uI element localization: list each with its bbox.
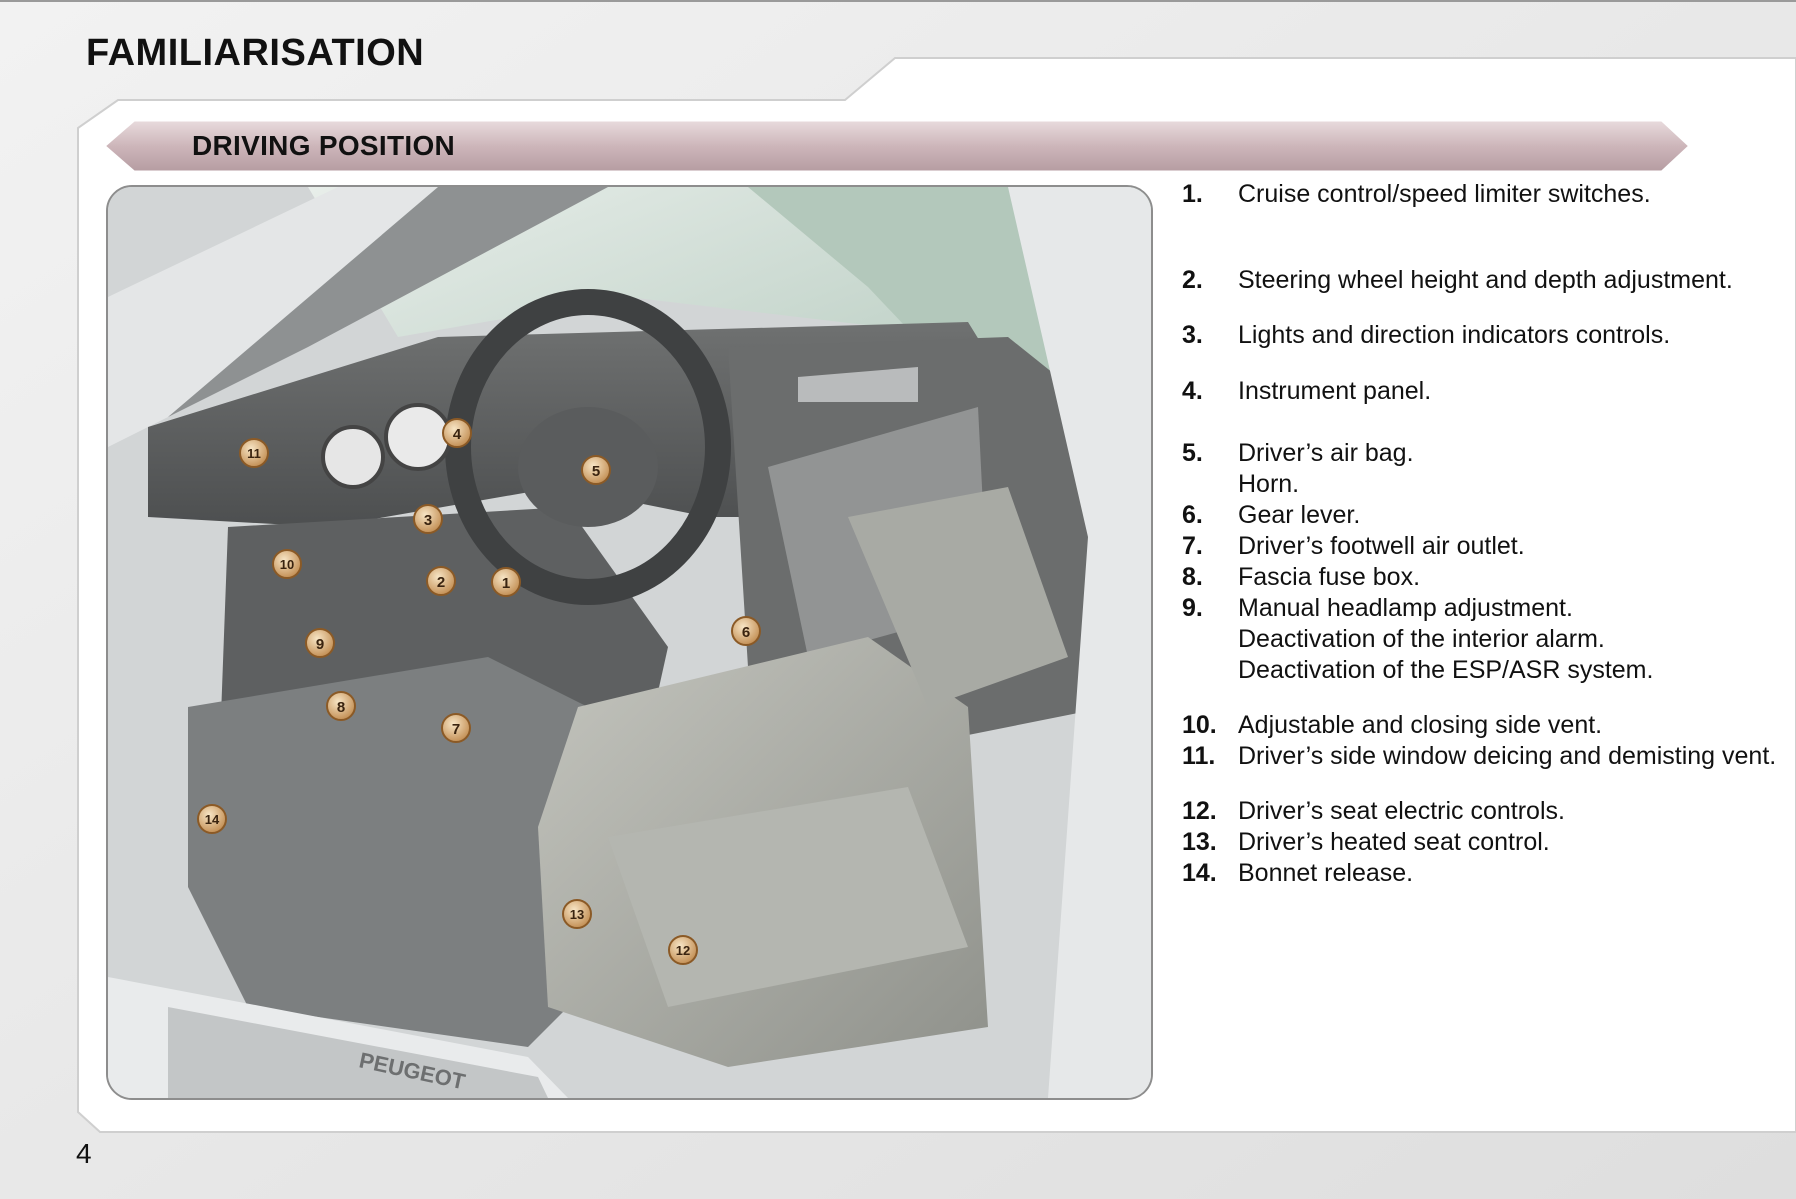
svg-text:5: 5 bbox=[591, 463, 601, 480]
legend-number: 11. bbox=[1182, 742, 1216, 770]
callout-8 bbox=[327, 692, 355, 720]
chapter-title: FAMILIARISATION bbox=[86, 32, 425, 74]
legend-text: Instrument panel. bbox=[1238, 377, 1432, 405]
legend-number: 10. bbox=[1182, 711, 1217, 739]
svg-text:13: 13 bbox=[569, 907, 585, 922]
callout-3 bbox=[414, 505, 442, 533]
legend-number: 5. bbox=[1182, 439, 1203, 467]
legend-number: 4. bbox=[1182, 377, 1203, 405]
callout-7 bbox=[442, 714, 470, 742]
callout-6 bbox=[732, 617, 760, 645]
legend-text: Steering wheel height and depth adjustment. bbox=[1238, 266, 1733, 294]
callout-9 bbox=[306, 629, 334, 657]
legend-text: Deactivation of the interior alarm. bbox=[1238, 625, 1605, 653]
callout-1 bbox=[492, 568, 520, 596]
driving-position-illustration bbox=[106, 185, 1153, 1100]
legend-number: 9. bbox=[1182, 594, 1203, 622]
svg-text:10: 10 bbox=[279, 557, 295, 572]
legend-number: 3. bbox=[1182, 321, 1203, 349]
legend-text: Manual headlamp adjustment. bbox=[1238, 594, 1573, 622]
svg-text:4: 4 bbox=[452, 426, 462, 443]
svg-text:14: 14 bbox=[204, 812, 220, 827]
legend-text: Deactivation of the ESP/ASR system. bbox=[1238, 656, 1654, 684]
svg-text:9: 9 bbox=[315, 636, 325, 653]
legend-number: 13. bbox=[1182, 828, 1217, 856]
callout-2 bbox=[427, 567, 455, 595]
legend-text: Driver’s heated seat control. bbox=[1238, 828, 1550, 856]
svg-text:2: 2 bbox=[436, 574, 446, 591]
legend-text: Fascia fuse box. bbox=[1238, 563, 1421, 591]
callout-13 bbox=[563, 900, 591, 928]
legend-text: Driver’s footwell air outlet. bbox=[1238, 532, 1525, 560]
section-title: DRIVING POSITION bbox=[192, 130, 456, 161]
legend-number: 7. bbox=[1182, 532, 1203, 560]
legend-text: Driver’s air bag. bbox=[1238, 439, 1414, 467]
callout-10 bbox=[273, 550, 301, 578]
callout-4 bbox=[443, 419, 471, 447]
legend-number: 1. bbox=[1182, 180, 1203, 208]
legend-text: Adjustable and closing side vent. bbox=[1238, 711, 1603, 739]
svg-text:6: 6 bbox=[741, 624, 751, 641]
legend-text: Driver’s side window deicing and demisting vent. bbox=[1238, 742, 1777, 770]
svg-text:7: 7 bbox=[451, 721, 461, 738]
legend-text: Bonnet release. bbox=[1238, 859, 1414, 887]
svg-text:11: 11 bbox=[247, 446, 261, 461]
callout-14 bbox=[198, 805, 226, 833]
legend-text: Gear lever. bbox=[1238, 501, 1361, 529]
legend-text: Horn. bbox=[1238, 470, 1300, 498]
callout-5 bbox=[582, 456, 610, 484]
svg-text:3: 3 bbox=[423, 512, 433, 529]
svg-text:8: 8 bbox=[336, 699, 346, 716]
legend-number: 2. bbox=[1182, 266, 1203, 294]
callout-12 bbox=[669, 936, 697, 964]
callout-11 bbox=[240, 439, 268, 467]
svg-text:12: 12 bbox=[675, 943, 691, 958]
legend-number: 8. bbox=[1182, 563, 1203, 591]
legend-number: 14. bbox=[1182, 859, 1217, 887]
legend-number: 12. bbox=[1182, 797, 1217, 825]
legend-text: Driver’s seat electric controls. bbox=[1238, 797, 1565, 825]
svg-text:1: 1 bbox=[501, 575, 511, 592]
legend-text: Cruise control/speed limiter switches. bbox=[1238, 180, 1651, 208]
sill-brand-text: PEUGEOT bbox=[356, 1047, 468, 1095]
legend-text: Lights and direction indicators controls. bbox=[1238, 321, 1671, 349]
page-number: 4 bbox=[76, 1138, 92, 1169]
legend-number: 6. bbox=[1182, 501, 1203, 529]
